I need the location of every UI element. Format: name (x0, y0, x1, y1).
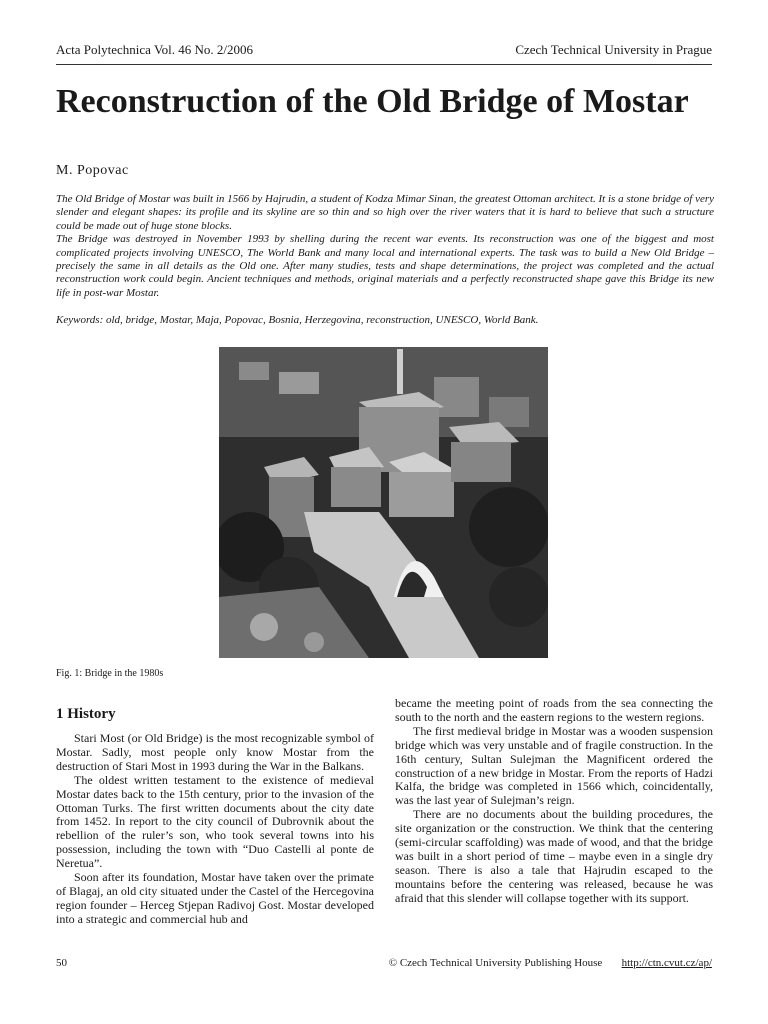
page-footer (56, 957, 712, 969)
body-paragraph: The first medieval bridge in Mostar was a wooden suspension bridge which was very unstable and of fragile construction. In the 16th century, Sultan Sulejman the Magnificent ordered the construction of a new bridge in Mostar. From the reports of Hadzi Kalfa, the bridge was completed in 1566 which, coincidentally, was the last year of Sulejman’s reign. (395, 723, 713, 808)
abstract (56, 193, 714, 300)
abstract-paragraph: The Old Bridge of Mostar was built in 1566 by Hajrudin, a student of Kodza Mimar Sinan, the greatest Ottoman architect. It is a stone bridge of very slender and elegant shapes: its profile and its skyline are so thin and so high over the river waters that it is hard to believe that such a structure could be made out of huge stone blocks. (56, 193, 714, 232)
journal-name: Acta Polytechnica Vol. 46 No. 2/2006 (56, 42, 254, 57)
article-title: Reconstruction of the Old Bridge of Mostar (56, 83, 689, 120)
author-name: M. Popovac (56, 163, 129, 178)
page-number: 50 (56, 957, 67, 969)
running-header (56, 42, 712, 65)
bridge-photo-illustration (219, 347, 548, 658)
figure-caption: Fig. 1: Bridge in the 1980s (56, 668, 164, 679)
keywords: Keywords: old, bridge, Mostar, Maja, Popovac, Bosnia, Herzegovina, reconstruction, UNESCO, World Bank. (56, 314, 539, 326)
body-paragraph: There are no documents about the building procedures, the site organization or the construction. We think that the centering (semi-circular scaffolding) was made of wood, and that the bridge was built in a short period of time – maybe even in a single dry season. There is also a tale that Hajrudin escaped to the mountains before the centering was released, because he was afraid that this slender will collapse together with its support. (395, 807, 713, 905)
bridge-photo (219, 347, 548, 658)
body-paragraph: Soon after its foundation, Mostar have taken over the primate of Blagaj, an old city situated under the Castel of the Hercegovina region founder – Herceg Stjepan Radivoj Gost. Mostar developed into a strategic and commercial hub and (56, 870, 374, 926)
publisher-credit: © Czech Technical University Publishing House (388, 957, 603, 969)
abstract-paragraph: The Bridge was destroyed in November 1993 by shelling during the recent war events. Its reconstruction was one of the biggest and most complicated projects involving UNESCO, The World Bank and many local and international experts. The task was to build a New Old Bridge – precisely the same in all details as the Old one. After many studies, tests and shape determinations, the project was completed and the actual reconstruction work could begin. Ancient techniques and methods, original materials and a perfectly reconstructed shape gave this Bridge its new life in post-war Mostar. (56, 233, 714, 299)
journal-url-link[interactable]: http://ctn.cvut.cz/ap/ (621, 957, 712, 969)
left-column (56, 704, 374, 927)
institution-name: Czech Technical University in Prague (515, 42, 712, 57)
body-paragraph: The oldest written testament to the existence of medieval Mostar dates back to the 15th century, prior to the invasion of the Ottoman Turks. The first written documents about the city date from 1452. In report to the city council of Dubrovnik about the rebellion of the ruler’s son, who took several towns into his possession, including the town with “Duo Castelli al ponte de Neretua”. (56, 772, 374, 871)
body-paragraph: Stari Most (or Old Bridge) is the most recognizable symbol of Mostar. Sadly, most people only know Mostar from the destruction of Stari Most in 1993 during the War in the Balkans. (56, 731, 374, 773)
body-paragraph: became the meeting point of roads from the sea connecting the south to the north and the eastern regions to the western regions. (395, 696, 713, 724)
section-heading: 1 History (56, 706, 116, 722)
right-column (395, 697, 713, 906)
